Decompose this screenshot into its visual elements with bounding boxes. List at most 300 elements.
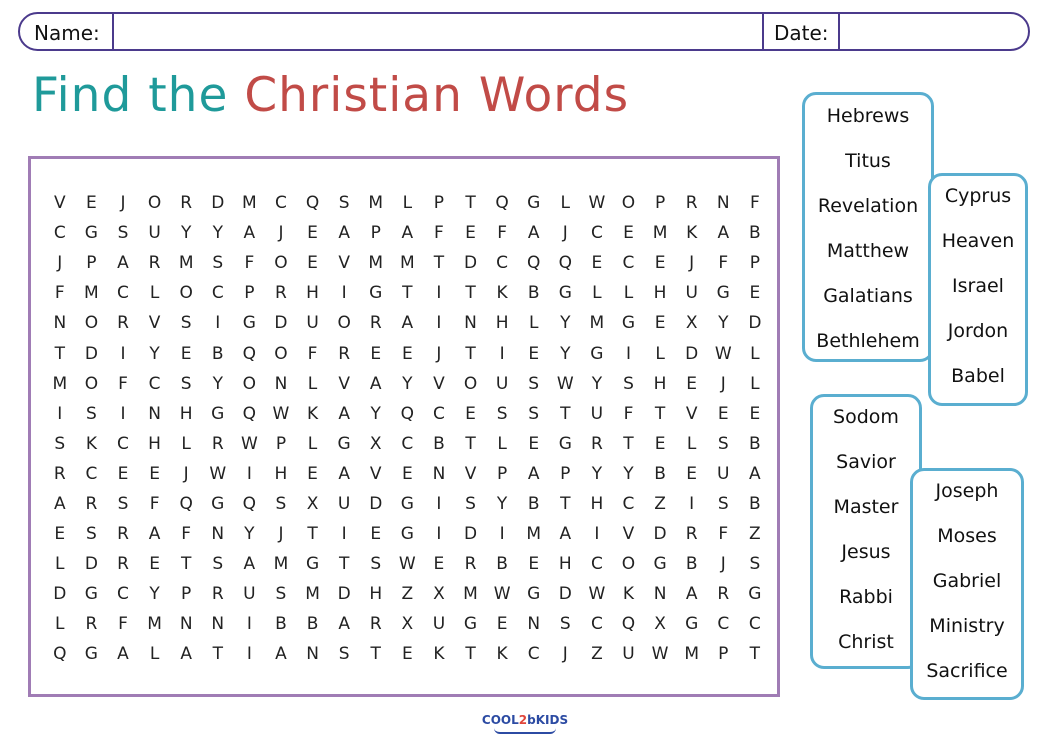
grid-letter[interactable]: Q xyxy=(242,493,257,514)
grid-letter[interactable]: C xyxy=(622,493,635,514)
grid-letter[interactable]: A xyxy=(338,223,350,244)
grid-letter[interactable]: F xyxy=(434,223,444,244)
grid-letter[interactable]: M xyxy=(178,253,194,274)
grid-letter[interactable]: I xyxy=(625,343,631,364)
grid-letter[interactable]: L xyxy=(560,193,571,214)
grid-letter[interactable]: Q xyxy=(495,193,509,214)
grid-letter[interactable]: Y xyxy=(591,373,603,394)
grid-letter[interactable]: G xyxy=(748,584,762,605)
grid-letter[interactable]: T xyxy=(465,283,476,304)
grid-letter[interactable]: G xyxy=(558,433,572,454)
grid-letter[interactable]: F xyxy=(623,403,634,424)
grid-letter[interactable]: E xyxy=(86,193,97,214)
grid-letter[interactable]: Q xyxy=(305,193,320,214)
grid-letter[interactable]: U xyxy=(148,223,161,244)
grid-letter[interactable]: A xyxy=(117,644,129,665)
grid-letter[interactable]: G xyxy=(685,614,699,635)
grid-letter[interactable]: O xyxy=(274,253,288,274)
grid-letter[interactable]: D xyxy=(84,343,98,364)
grid-letter[interactable]: L xyxy=(528,313,539,334)
grid-letter[interactable]: R xyxy=(338,343,351,364)
grid-letter[interactable]: G xyxy=(211,493,225,514)
grid-letter[interactable]: A xyxy=(180,644,192,665)
grid-letter[interactable]: D xyxy=(53,584,67,605)
grid-letter[interactable]: J xyxy=(57,253,63,274)
grid-letter[interactable]: X xyxy=(685,313,698,334)
grid-letter[interactable]: C xyxy=(401,433,414,454)
grid-letter[interactable]: Y xyxy=(560,343,571,364)
grid-letter[interactable]: K xyxy=(686,223,698,244)
grid-letter[interactable]: Y xyxy=(180,223,192,244)
grid-letter[interactable]: J xyxy=(562,223,568,244)
grid-letter[interactable]: N xyxy=(148,403,161,424)
grid-letter[interactable]: X xyxy=(401,614,414,635)
grid-letter[interactable]: A xyxy=(243,223,256,244)
grid-letter[interactable]: B xyxy=(749,223,761,244)
grid-letter[interactable]: L xyxy=(149,283,160,304)
grid-letter[interactable]: A xyxy=(148,524,161,545)
grid-letter[interactable]: S xyxy=(54,433,66,454)
grid-letter[interactable]: I xyxy=(246,614,252,635)
grid-letter[interactable]: M xyxy=(684,644,699,665)
grid-letter[interactable]: B xyxy=(749,493,761,514)
grid-letter[interactable]: G xyxy=(84,584,98,605)
grid-letter[interactable]: R xyxy=(117,313,129,334)
grid-letter[interactable]: C xyxy=(590,223,603,244)
grid-letter[interactable]: E xyxy=(54,524,66,545)
grid-letter[interactable]: T xyxy=(433,253,445,274)
grid-letter[interactable]: U xyxy=(622,644,635,665)
grid-letter[interactable]: S xyxy=(338,193,350,214)
grid-letter[interactable]: G xyxy=(527,584,541,605)
grid-letter[interactable]: H xyxy=(148,433,161,454)
grid-letter[interactable]: E xyxy=(180,343,192,364)
grid-letter[interactable]: E xyxy=(654,253,666,274)
grid-letter[interactable]: E xyxy=(307,223,318,244)
grid-letter[interactable]: T xyxy=(54,343,65,364)
grid-letter[interactable]: F xyxy=(749,193,760,214)
grid-letter[interactable]: M xyxy=(147,614,162,635)
grid-letter[interactable]: F xyxy=(497,223,507,244)
grid-letter[interactable]: Y xyxy=(591,463,603,484)
grid-letter[interactable]: I xyxy=(341,283,347,304)
grid-letter[interactable]: R xyxy=(117,524,129,545)
grid-letter[interactable]: C xyxy=(527,644,540,665)
grid-letter[interactable]: D xyxy=(274,313,288,334)
grid-letter[interactable]: E xyxy=(591,253,603,274)
grid-letter[interactable]: P xyxy=(244,283,255,304)
grid-letter[interactable]: L xyxy=(181,433,191,454)
grid-letter[interactable]: F xyxy=(718,524,729,545)
grid-letter[interactable]: B xyxy=(433,433,445,454)
grid-letter[interactable]: E xyxy=(307,253,318,274)
grid-letter[interactable]: C xyxy=(622,253,635,274)
grid-letter[interactable]: L xyxy=(149,644,160,665)
grid-letter[interactable]: W xyxy=(651,644,669,665)
grid-letter[interactable]: H xyxy=(179,403,193,424)
grid-letter[interactable]: D xyxy=(337,584,351,605)
grid-letter[interactable]: D xyxy=(84,554,98,575)
grid-letter[interactable]: V xyxy=(338,253,350,274)
grid-letter[interactable]: S xyxy=(623,373,634,394)
grid-letter[interactable]: P xyxy=(433,193,445,214)
grid-letter[interactable]: I xyxy=(436,283,442,304)
grid-letter[interactable]: T xyxy=(749,644,761,665)
grid-letter[interactable]: C xyxy=(117,433,129,454)
grid-letter[interactable]: I xyxy=(436,313,442,334)
grid-letter[interactable]: S xyxy=(180,373,192,394)
grid-letter[interactable]: C xyxy=(85,463,98,484)
grid-letter[interactable]: W xyxy=(588,584,606,605)
grid-letter[interactable]: C xyxy=(148,373,161,394)
grid-letter[interactable]: G xyxy=(84,644,98,665)
grid-letter[interactable]: P xyxy=(370,223,381,244)
grid-letter[interactable]: E xyxy=(370,343,382,364)
grid-letter[interactable]: F xyxy=(718,253,729,274)
grid-letter[interactable]: S xyxy=(117,493,129,514)
grid-letter[interactable]: Q xyxy=(400,403,415,424)
grid-letter[interactable]: T xyxy=(465,433,476,454)
grid-letter[interactable]: M xyxy=(273,554,289,575)
grid-letter[interactable]: T xyxy=(623,433,634,454)
grid-letter[interactable]: Z xyxy=(654,493,666,514)
grid-letter[interactable]: S xyxy=(717,433,729,454)
grid-letter[interactable]: W xyxy=(209,463,227,484)
grid-letter[interactable]: E xyxy=(496,614,508,635)
grid-letter[interactable]: Q xyxy=(621,614,636,635)
grid-letter[interactable]: G xyxy=(653,554,667,575)
grid-letter[interactable]: P xyxy=(275,433,287,454)
grid-letter[interactable]: L xyxy=(402,193,413,214)
grid-letter[interactable]: V xyxy=(53,193,66,214)
grid-letter[interactable]: M xyxy=(652,223,668,244)
grid-letter[interactable]: I xyxy=(436,524,442,545)
grid-letter[interactable]: E xyxy=(433,554,445,575)
grid-letter[interactable]: T xyxy=(654,403,666,424)
grid-letter[interactable]: R xyxy=(211,433,224,454)
grid-letter[interactable]: K xyxy=(496,283,508,304)
grid-letter[interactable]: L xyxy=(497,433,507,454)
grid-letter[interactable]: E xyxy=(401,343,413,364)
grid-letter[interactable]: M xyxy=(589,313,605,334)
grid-letter[interactable]: Q xyxy=(53,644,67,665)
grid-letter[interactable]: S xyxy=(370,554,382,575)
grid-letter[interactable]: C xyxy=(496,253,509,274)
grid-letter[interactable]: K xyxy=(496,644,508,665)
grid-letter[interactable]: R xyxy=(464,554,477,575)
grid-letter[interactable]: X xyxy=(433,584,445,605)
grid-letter[interactable]: E xyxy=(623,223,634,244)
grid-letter[interactable]: D xyxy=(748,313,762,334)
grid-letter[interactable]: S xyxy=(717,493,729,514)
grid-letter[interactable]: I xyxy=(120,403,126,424)
grid-letter[interactable]: Y xyxy=(718,313,729,334)
grid-letter[interactable]: K xyxy=(622,584,635,605)
grid-letter[interactable]: Z xyxy=(401,584,414,605)
grid-letter[interactable]: O xyxy=(242,373,257,394)
grid-letter[interactable]: T xyxy=(307,524,318,545)
grid-letter[interactable]: O xyxy=(84,373,99,394)
grid-letter[interactable]: Y xyxy=(149,343,160,364)
grid-letter[interactable]: R xyxy=(211,584,224,605)
grid-letter[interactable]: T xyxy=(212,644,223,665)
grid-letter[interactable]: E xyxy=(401,644,413,665)
grid-letter[interactable]: U xyxy=(495,373,509,394)
grid-letter[interactable]: A xyxy=(749,463,761,484)
grid-letter[interactable]: E xyxy=(465,403,476,424)
grid-letter[interactable]: B xyxy=(749,433,761,454)
grid-letter[interactable]: W xyxy=(240,433,258,454)
grid-letter[interactable]: J xyxy=(120,193,126,214)
grid-letter[interactable]: G xyxy=(463,614,478,635)
grid-letter[interactable]: E xyxy=(528,343,540,364)
grid-letter[interactable]: V xyxy=(369,463,382,484)
grid-letter[interactable]: N xyxy=(306,644,319,665)
grid-letter[interactable]: Y xyxy=(244,524,255,545)
grid-letter[interactable]: U xyxy=(432,614,446,635)
grid-letter[interactable]: H xyxy=(306,283,319,304)
grid-letter[interactable]: W xyxy=(398,554,416,575)
grid-letter[interactable]: L xyxy=(686,433,697,454)
grid-letter[interactable]: B xyxy=(654,463,666,484)
grid-letter[interactable]: Y xyxy=(496,493,508,514)
grid-letter[interactable]: U xyxy=(306,313,319,334)
grid-letter[interactable]: J xyxy=(689,253,695,274)
grid-letter[interactable]: G xyxy=(242,313,256,334)
grid-letter[interactable]: P xyxy=(86,253,97,274)
grid-letter[interactable]: E xyxy=(370,524,382,545)
grid-letter[interactable]: S xyxy=(749,554,761,575)
grid-letter[interactable]: R xyxy=(369,313,382,334)
grid-letter[interactable]: A xyxy=(717,223,730,244)
grid-letter[interactable]: L xyxy=(307,433,318,454)
grid-letter[interactable]: T xyxy=(560,403,571,424)
grid-letter[interactable]: G xyxy=(337,433,351,454)
grid-letter[interactable]: S xyxy=(338,644,350,665)
grid-letter[interactable]: B xyxy=(306,614,319,635)
grid-letter[interactable]: R xyxy=(85,614,98,635)
grid-letter[interactable]: P xyxy=(718,644,729,665)
grid-letter[interactable]: G xyxy=(400,524,414,545)
grid-letter[interactable]: V xyxy=(433,373,445,394)
grid-letter[interactable]: N xyxy=(432,463,446,484)
grid-letter[interactable]: D xyxy=(463,524,478,545)
grid-letter[interactable]: G xyxy=(558,283,572,304)
grid-letter[interactable]: M xyxy=(368,253,384,274)
grid-letter[interactable]: E xyxy=(465,223,476,244)
grid-letter[interactable]: W xyxy=(714,343,732,364)
grid-letter[interactable]: L xyxy=(655,343,665,364)
grid-letter[interactable]: K xyxy=(306,403,319,424)
grid-letter[interactable]: C xyxy=(590,614,603,635)
grid-letter[interactable]: A xyxy=(338,403,350,424)
grid-letter[interactable]: H xyxy=(558,554,572,575)
grid-letter[interactable]: R xyxy=(85,493,98,514)
grid-letter[interactable]: O xyxy=(147,193,162,214)
grid-letter[interactable]: E xyxy=(401,463,413,484)
grid-letter[interactable]: R xyxy=(53,463,66,484)
grid-letter[interactable]: G xyxy=(84,223,98,244)
grid-letter[interactable]: M xyxy=(526,524,542,545)
grid-letter[interactable]: R xyxy=(180,193,193,214)
grid-letter[interactable]: G xyxy=(527,193,541,214)
grid-letter[interactable]: N xyxy=(653,584,667,605)
grid-letter[interactable]: H xyxy=(653,283,667,304)
grid-letter[interactable]: U xyxy=(685,283,698,304)
grid-letter[interactable]: S xyxy=(85,403,97,424)
grid-letter[interactable]: S xyxy=(212,554,224,575)
grid-letter[interactable]: O xyxy=(463,373,478,394)
grid-letter[interactable]: T xyxy=(465,644,476,665)
grid-letter[interactable]: E xyxy=(717,403,729,424)
grid-letter[interactable]: N xyxy=(211,614,225,635)
grid-letter[interactable]: D xyxy=(463,253,478,274)
grid-letter[interactable]: J xyxy=(720,373,726,394)
grid-letter[interactable]: M xyxy=(368,193,384,214)
grid-letter[interactable]: T xyxy=(560,493,571,514)
grid-letter[interactable]: M xyxy=(399,253,415,274)
grid-letter[interactable]: U xyxy=(243,584,256,605)
grid-letter[interactable]: E xyxy=(307,463,318,484)
grid-letter[interactable]: C xyxy=(590,554,603,575)
grid-letter[interactable]: A xyxy=(53,493,66,514)
grid-letter[interactable]: O xyxy=(274,343,288,364)
grid-letter[interactable]: R xyxy=(369,614,382,635)
grid-letter[interactable]: N xyxy=(211,524,225,545)
grid-letter[interactable]: N xyxy=(464,313,477,334)
grid-letter[interactable]: G xyxy=(621,313,636,334)
grid-letter[interactable]: I xyxy=(689,493,695,514)
grid-letter[interactable]: A xyxy=(527,463,540,484)
grid-letter[interactable]: E xyxy=(528,554,540,575)
grid-letter[interactable]: A xyxy=(685,584,698,605)
grid-letter[interactable]: A xyxy=(243,554,256,575)
grid-letter[interactable]: L xyxy=(750,343,760,364)
grid-letter[interactable]: C xyxy=(211,283,224,304)
grid-letter[interactable]: L xyxy=(307,373,318,394)
grid-letter[interactable]: F xyxy=(118,614,128,635)
grid-letter[interactable]: F xyxy=(244,253,255,274)
grid-letter[interactable]: I xyxy=(499,524,505,545)
grid-letter[interactable]: S xyxy=(559,614,571,635)
grid-letter[interactable]: E xyxy=(654,313,666,334)
grid-letter[interactable]: U xyxy=(590,403,604,424)
grid-letter[interactable]: R xyxy=(148,253,161,274)
grid-letter[interactable]: C xyxy=(275,193,287,214)
grid-letter[interactable]: A xyxy=(401,313,414,334)
grid-letter[interactable]: Z xyxy=(591,644,603,665)
grid-letter[interactable]: O xyxy=(337,313,351,334)
grid-letter[interactable]: M xyxy=(463,584,478,605)
grid-letter[interactable]: O xyxy=(84,313,99,334)
grid-letter[interactable]: G xyxy=(590,343,604,364)
grid-letter[interactable]: L xyxy=(592,283,602,304)
grid-letter[interactable]: W xyxy=(272,403,290,424)
grid-letter[interactable]: A xyxy=(527,223,540,244)
grid-letter[interactable]: J xyxy=(278,524,284,545)
grid-letter[interactable]: C xyxy=(748,614,761,635)
grid-letter[interactable]: M xyxy=(84,283,99,304)
grid-letter[interactable]: I xyxy=(594,524,600,545)
grid-letter[interactable]: F xyxy=(307,343,318,364)
grid-letter[interactable]: F xyxy=(181,524,192,545)
grid-letter[interactable]: O xyxy=(179,283,193,304)
grid-letter[interactable]: P xyxy=(654,193,666,214)
grid-letter[interactable]: N xyxy=(179,614,193,635)
grid-letter[interactable]: A xyxy=(338,463,350,484)
grid-letter[interactable]: J xyxy=(562,644,568,665)
grid-letter[interactable]: N xyxy=(527,614,541,635)
grid-letter[interactable]: G xyxy=(211,403,225,424)
grid-letter[interactable]: S xyxy=(85,524,97,545)
grid-letter[interactable]: S xyxy=(528,403,540,424)
grid-letter[interactable]: P xyxy=(560,463,571,484)
grid-letter[interactable]: C xyxy=(117,584,129,605)
grid-letter[interactable]: E xyxy=(528,433,540,454)
grid-letter[interactable]: R xyxy=(117,554,129,575)
grid-letter[interactable]: B xyxy=(496,554,508,575)
grid-letter[interactable]: A xyxy=(338,614,350,635)
grid-letter[interactable]: R xyxy=(685,524,698,545)
grid-letter[interactable]: B xyxy=(211,343,224,364)
date-field[interactable] xyxy=(840,14,1028,49)
grid-letter[interactable]: R xyxy=(275,283,287,304)
grid-letter[interactable]: Q xyxy=(179,493,193,514)
grid-letter[interactable]: L xyxy=(623,283,634,304)
grid-letter[interactable]: T xyxy=(465,343,476,364)
grid-letter[interactable]: K xyxy=(433,644,445,665)
grid-letter[interactable]: N xyxy=(53,313,67,334)
grid-letter[interactable]: M xyxy=(305,584,320,605)
grid-letter[interactable]: L xyxy=(55,554,65,575)
grid-letter[interactable]: S xyxy=(212,253,224,274)
grid-letter[interactable]: V xyxy=(338,373,350,394)
grid-letter[interactable]: X xyxy=(654,614,666,635)
grid-letter[interactable]: W xyxy=(556,373,574,394)
grid-letter[interactable]: S xyxy=(117,223,129,244)
grid-letter[interactable]: C xyxy=(117,283,129,304)
grid-letter[interactable]: Y xyxy=(212,373,223,394)
grid-letter[interactable]: J xyxy=(720,554,726,575)
grid-letter[interactable]: G xyxy=(716,283,730,304)
grid-letter[interactable]: Q xyxy=(527,253,541,274)
grid-letter[interactable]: Z xyxy=(749,524,761,545)
grid-letter[interactable]: Y xyxy=(370,403,381,424)
grid-letter[interactable]: F xyxy=(118,373,128,394)
grid-letter[interactable]: X xyxy=(369,433,382,454)
grid-letter[interactable]: J xyxy=(436,343,442,364)
grid-letter[interactable]: J xyxy=(183,463,189,484)
grid-letter[interactable]: E xyxy=(686,463,698,484)
grid-letter[interactable]: B xyxy=(527,493,540,514)
grid-letter[interactable]: G xyxy=(400,493,414,514)
grid-letter[interactable]: R xyxy=(685,193,698,214)
grid-letter[interactable]: C xyxy=(717,614,730,635)
grid-letter[interactable]: A xyxy=(117,253,129,274)
grid-letter[interactable]: I xyxy=(499,343,505,364)
grid-letter[interactable]: E xyxy=(117,463,129,484)
grid-letter[interactable]: A xyxy=(401,223,414,244)
grid-letter[interactable]: I xyxy=(246,644,252,665)
grid-letter[interactable]: A xyxy=(275,644,287,665)
grid-letter[interactable]: T xyxy=(465,193,476,214)
grid-letter[interactable]: P xyxy=(496,463,508,484)
grid-letter[interactable]: G xyxy=(369,283,383,304)
grid-letter[interactable]: B xyxy=(685,554,698,575)
grid-letter[interactable]: H xyxy=(495,313,509,334)
grid-letter[interactable]: P xyxy=(749,253,760,274)
grid-letter[interactable]: D xyxy=(653,524,667,545)
